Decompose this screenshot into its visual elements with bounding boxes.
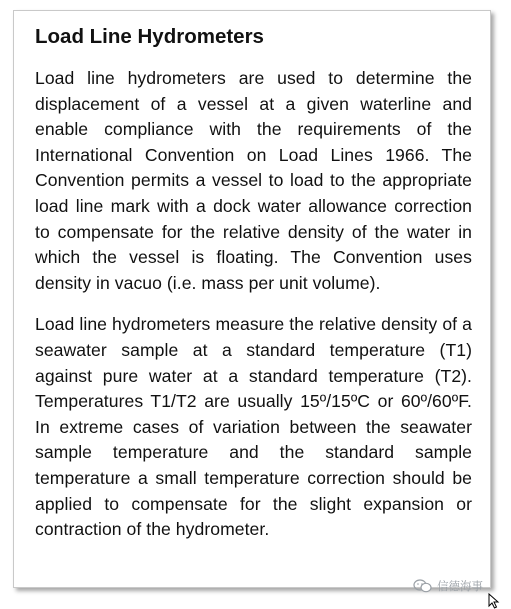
wechat-icon [413, 579, 433, 593]
paragraph-2: Load line hydrometers measure the relative density of a seawater sample at a standard temperature (T1) against pure water at a standard temperature (T2). Temperatures T1/T2 are usually 15º/15ºC or 60º/60ºF. In extreme cases of variation between the seawater sample temperature and the standard sample temperature a small temperature correction should be applied to compensate for the slight expansion or contraction of the hydrometer. [35, 314, 472, 540]
mouse-pointer-icon [488, 593, 500, 609]
document-title: Load Line Hydrometers [35, 25, 264, 48]
document-card [13, 10, 491, 588]
watermark [413, 578, 483, 594]
watermark-text: 信德海事 [437, 579, 483, 593]
paragraph-1: Load line hydrometers are used to determine the displacement of a vessel at a given waterline and enable compliance with the requirements of the International Convention on Load Lines 1966. The Convention permits a vessel to load to the appropriate load line mark with a dock water allowance correction to compensate for the relative density of the water in which the vessel is floating. The Convention uses density in vacuo (i.e. mass per unit volume). [35, 68, 472, 293]
